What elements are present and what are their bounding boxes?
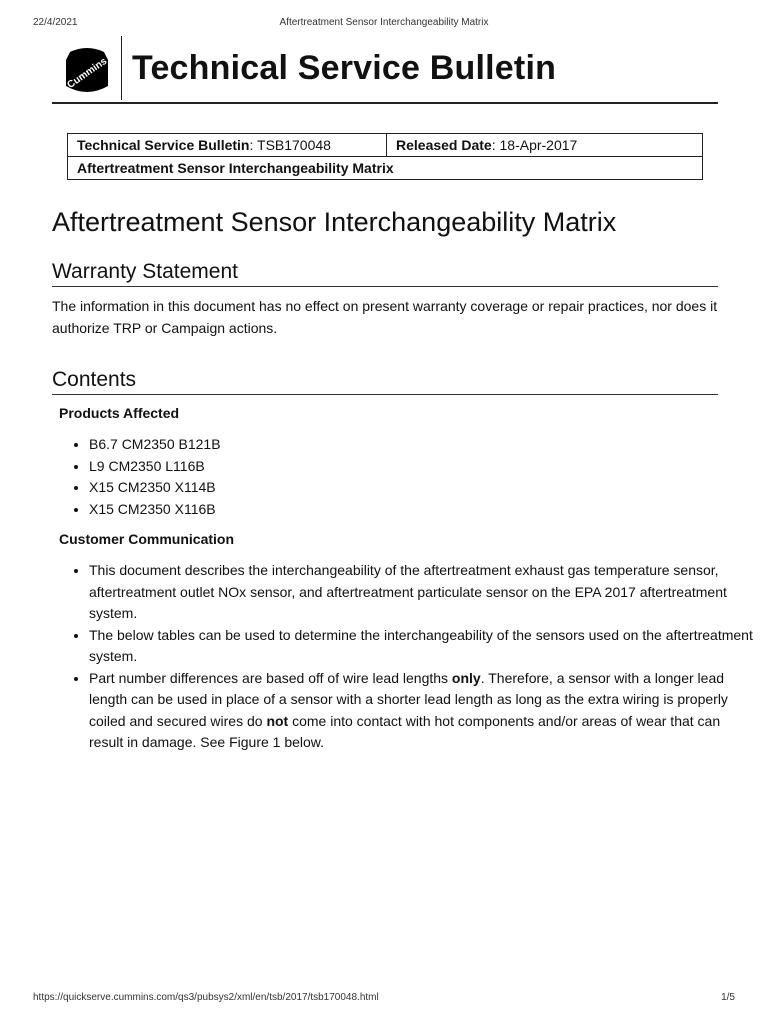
- header-title: Technical Service Bulletin: [132, 49, 557, 87]
- contents-heading: Contents: [52, 368, 718, 395]
- product-item: • B6.7 CM2350 B121B: [89, 434, 755, 456]
- product-item: • L9 CM2350 L116B: [89, 456, 755, 478]
- bulletin-header: [52, 36, 718, 104]
- emphasis-only: only: [451, 669, 481, 686]
- document-title: Aftertreatment Sensor Interchangeability Matrix: [52, 207, 617, 237]
- subject-title: Aftertreatment Sensor Interchangeability Matrix: [77, 160, 394, 176]
- products-list: [52, 434, 755, 520]
- print-title: Aftertreatment Sensor Interchangeability Matrix: [279, 17, 489, 28]
- print-page-number: 1/5: [721, 992, 735, 1003]
- released-cell: [387, 134, 703, 157]
- logo-text: Cummins: [65, 55, 110, 91]
- products-affected-heading: Products Affected: [59, 405, 180, 421]
- released-date: : 18-Apr-2017: [491, 137, 578, 153]
- released-label: Released Date: [396, 137, 492, 153]
- communication-item: • The below tables can be used to determine the interchangeability of the sensors used on the aftertreatment system.: [89, 625, 755, 668]
- emphasis-not: not: [266, 712, 289, 729]
- tsb-label: Technical Service Bulletin: [77, 137, 250, 153]
- communication-item: • Part number differences are based off of wire lead lengths only. Therefore, a sensor with a longer lead length can be used in place of a sensor with a shorter lead length as long as the extra wiring is properly coiled and secured wires do not come into contact with hot components and/or areas of wear that can result in damage. See Figure 1 below.: [89, 668, 755, 754]
- communication-item: • This document describes the interchangeability of the aftertreatment exhaust gas temperature sensor, aftertreatment outlet NOx sensor, and aftertreatment particulate sensor on the EPA 2017 aftertreatment system.: [89, 560, 755, 625]
- print-date: 22/4/2021: [33, 17, 78, 28]
- tsb-number: : TSB170048: [249, 137, 331, 153]
- subject-cell: [68, 157, 703, 180]
- product-item: • X15 CM2350 X116B: [89, 499, 755, 521]
- tsb-cell: [68, 134, 387, 157]
- print-url: https://quickserve.cummins.com/qs3/pubsys2/xml/en/tsb/2017/tsb170048.html: [33, 992, 379, 1003]
- customer-communication-heading: Customer Communication: [59, 531, 235, 547]
- communication-list: [52, 560, 755, 754]
- warranty-heading: Warranty Statement: [52, 260, 718, 287]
- logo-separator: [121, 36, 122, 100]
- product-item: • X15 CM2350 X114B: [89, 477, 755, 499]
- bulletin-info-table: [67, 133, 703, 180]
- cummins-logo-icon: [62, 46, 112, 96]
- warranty-text: The information in this document has no effect on present warranty coverage or repair practices, nor does it authorize TRP or Campaign actions.: [52, 298, 718, 336]
